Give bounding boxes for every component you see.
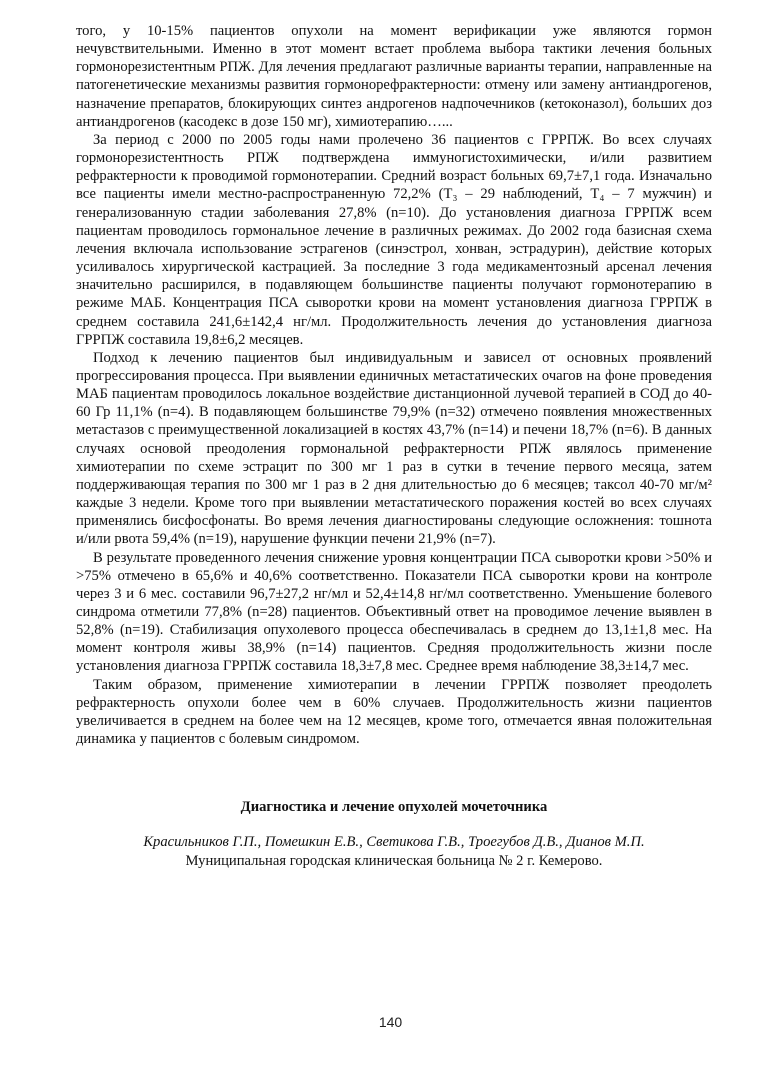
paragraph-treatment-approach: Подход к лечению пациентов был индивидуальным и зависел от основных проявлений прогрессирования процесса. При выявлении единичных метастатических очагов на фоне проведения МАБ пациентам проводилось локальное воздействие дистанционной лучевой терапией в СОД до 40-60 Гр 11,1% (n=4). В подавляющем большинстве 79,9% (n=32) отмечено появления множественных метастазов с преимущественной локализацией в костях 43,7% (n=14) и печени 18,7% (n=6). В данных случаях основой преодоления гормональной рефрактерности РПЖ являлось применение химиотерапии по схеме эстрацит по 300 мг 1 раз в сутки в течение первого месяца, затем поддерживающая терапия по 300 мг 1 раз в 2 дня длительностью до 6 месяцев; таксол 40-70 мг/м² каждые 3 недели. Кроме того при выявлении метастатического поражения костей во всех случаях применялись бисфосфонаты. Во время лечения диагностированы следующие осложнения: тошнота и/или рвота 59,4% (n=19), нарушение функции печени 21,9% (n=7). xyxy=(76,349,712,548)
page-content xyxy=(76,22,712,870)
article-title: Диагностика и лечение опухолей мочеточника xyxy=(240,799,548,816)
article-authors: Красильников Г.П., Помешкин Е.В., Светикова Г.В., Троегубов Д.В., Дианов М.П. xyxy=(143,834,645,851)
page-number: 140 xyxy=(378,1014,403,1030)
paragraph-results: В результате проведенного лечения снижение уровня концентрации ПСА сыворотки крови >50% и >75% отмечено в 65,6% и 40,6% соответственно. Показатели ПСА сыворотки крови на контроле через 3 и 6 мес. составили 96,7±27,2 нг/мл и 52,4±14,8 нг/мл соответственно. Уменьшение болевого синдрома отметили 77,8% (n=28) пациентов. Объективный ответ на проводимое лечение выявлен в 52,8% (n=19). Стабилизация опухолевого процесса обеспечивалась в среднем до 13,1±1,8 мес. На момент контроля живы 38,9% (n=14) пациентов. Средняя продолжительность жизни после установления диагноза ГРРПЖ составила 18,3±7,8 мес. Среднее время наблюдение 38,3±14,7 мес. xyxy=(76,549,712,675)
paragraph-conclusion: Таким образом, применение химиотерапии в лечении ГРРПЖ позволяет преодолеть рефрактерность опухоли более чем в 60% случаев. Продолжительность жизни пациентов увеличивается в среднем на более чем на 12 месяцев, кроме того, отмечается явная положительная динамика у пациентов с болевым синдромом. xyxy=(76,676,712,748)
article-affiliation: Муниципальная городская клиническая больница № 2 г. Кемерово. xyxy=(185,852,603,869)
paragraph-patients: За период с 2000 по 2005 годы нами пролечено 36 пациентов с ГРРПЖ. Во всех случаях гормонорезистентность РПЖ подтверждена иммуногистохимически, и/или развитием рефрактерности к проводимой гормонотерапии. Средний возраст больных 69,7±7,1 года. Изначально все пациенты имели местно-распространенную 72,2% (Т₃ – 29 наблюдений, Т₄ – 7 мужчин) и генерализованную стадии заболевания 27,8% (n=10). До установления диагноза ГРРПЖ всем пациентам проводилось гормональное лечение в различных режимах. До 2002 года базисная схема лечения включала использование эстрагенов (синэстрол, хонван, эстрадурин), действие которых усиливалось хирургической кастрацией. За последние 3 года медикаментозный арсенал лечения значительно расширился, в подавляющем большинстве пациенты получают гормонотерапию в режиме МАБ. Концентрация ПСА сыворотки крови на момент установления диагноза ГРРПЖ в среднем составила 241,6±142,4 нг/мл. Продолжительность лечения до установления диагноза ГРРПЖ составила 19,8±6,2 месяцев. xyxy=(76,131,712,348)
paragraph-continuation: того, у 10-15% пациентов опухоли на момент верификации уже являются гормон нечувствительными. Именно в этот момент встает проблема выбора тактики лечения больных гормонорезистентным РПЖ. Для лечения предлагают различные варианты терапии, направленные на патогенетические механизмы развития гормонорефрактерности: отмену или замену антиандрогенов, назначение препаратов, блокирующих синтез андрогенов надпочечников (кетоконазол), больших доз антиандрогенов (касодекс в дозе 150 мг), химиотерапию…... xyxy=(76,23,712,130)
